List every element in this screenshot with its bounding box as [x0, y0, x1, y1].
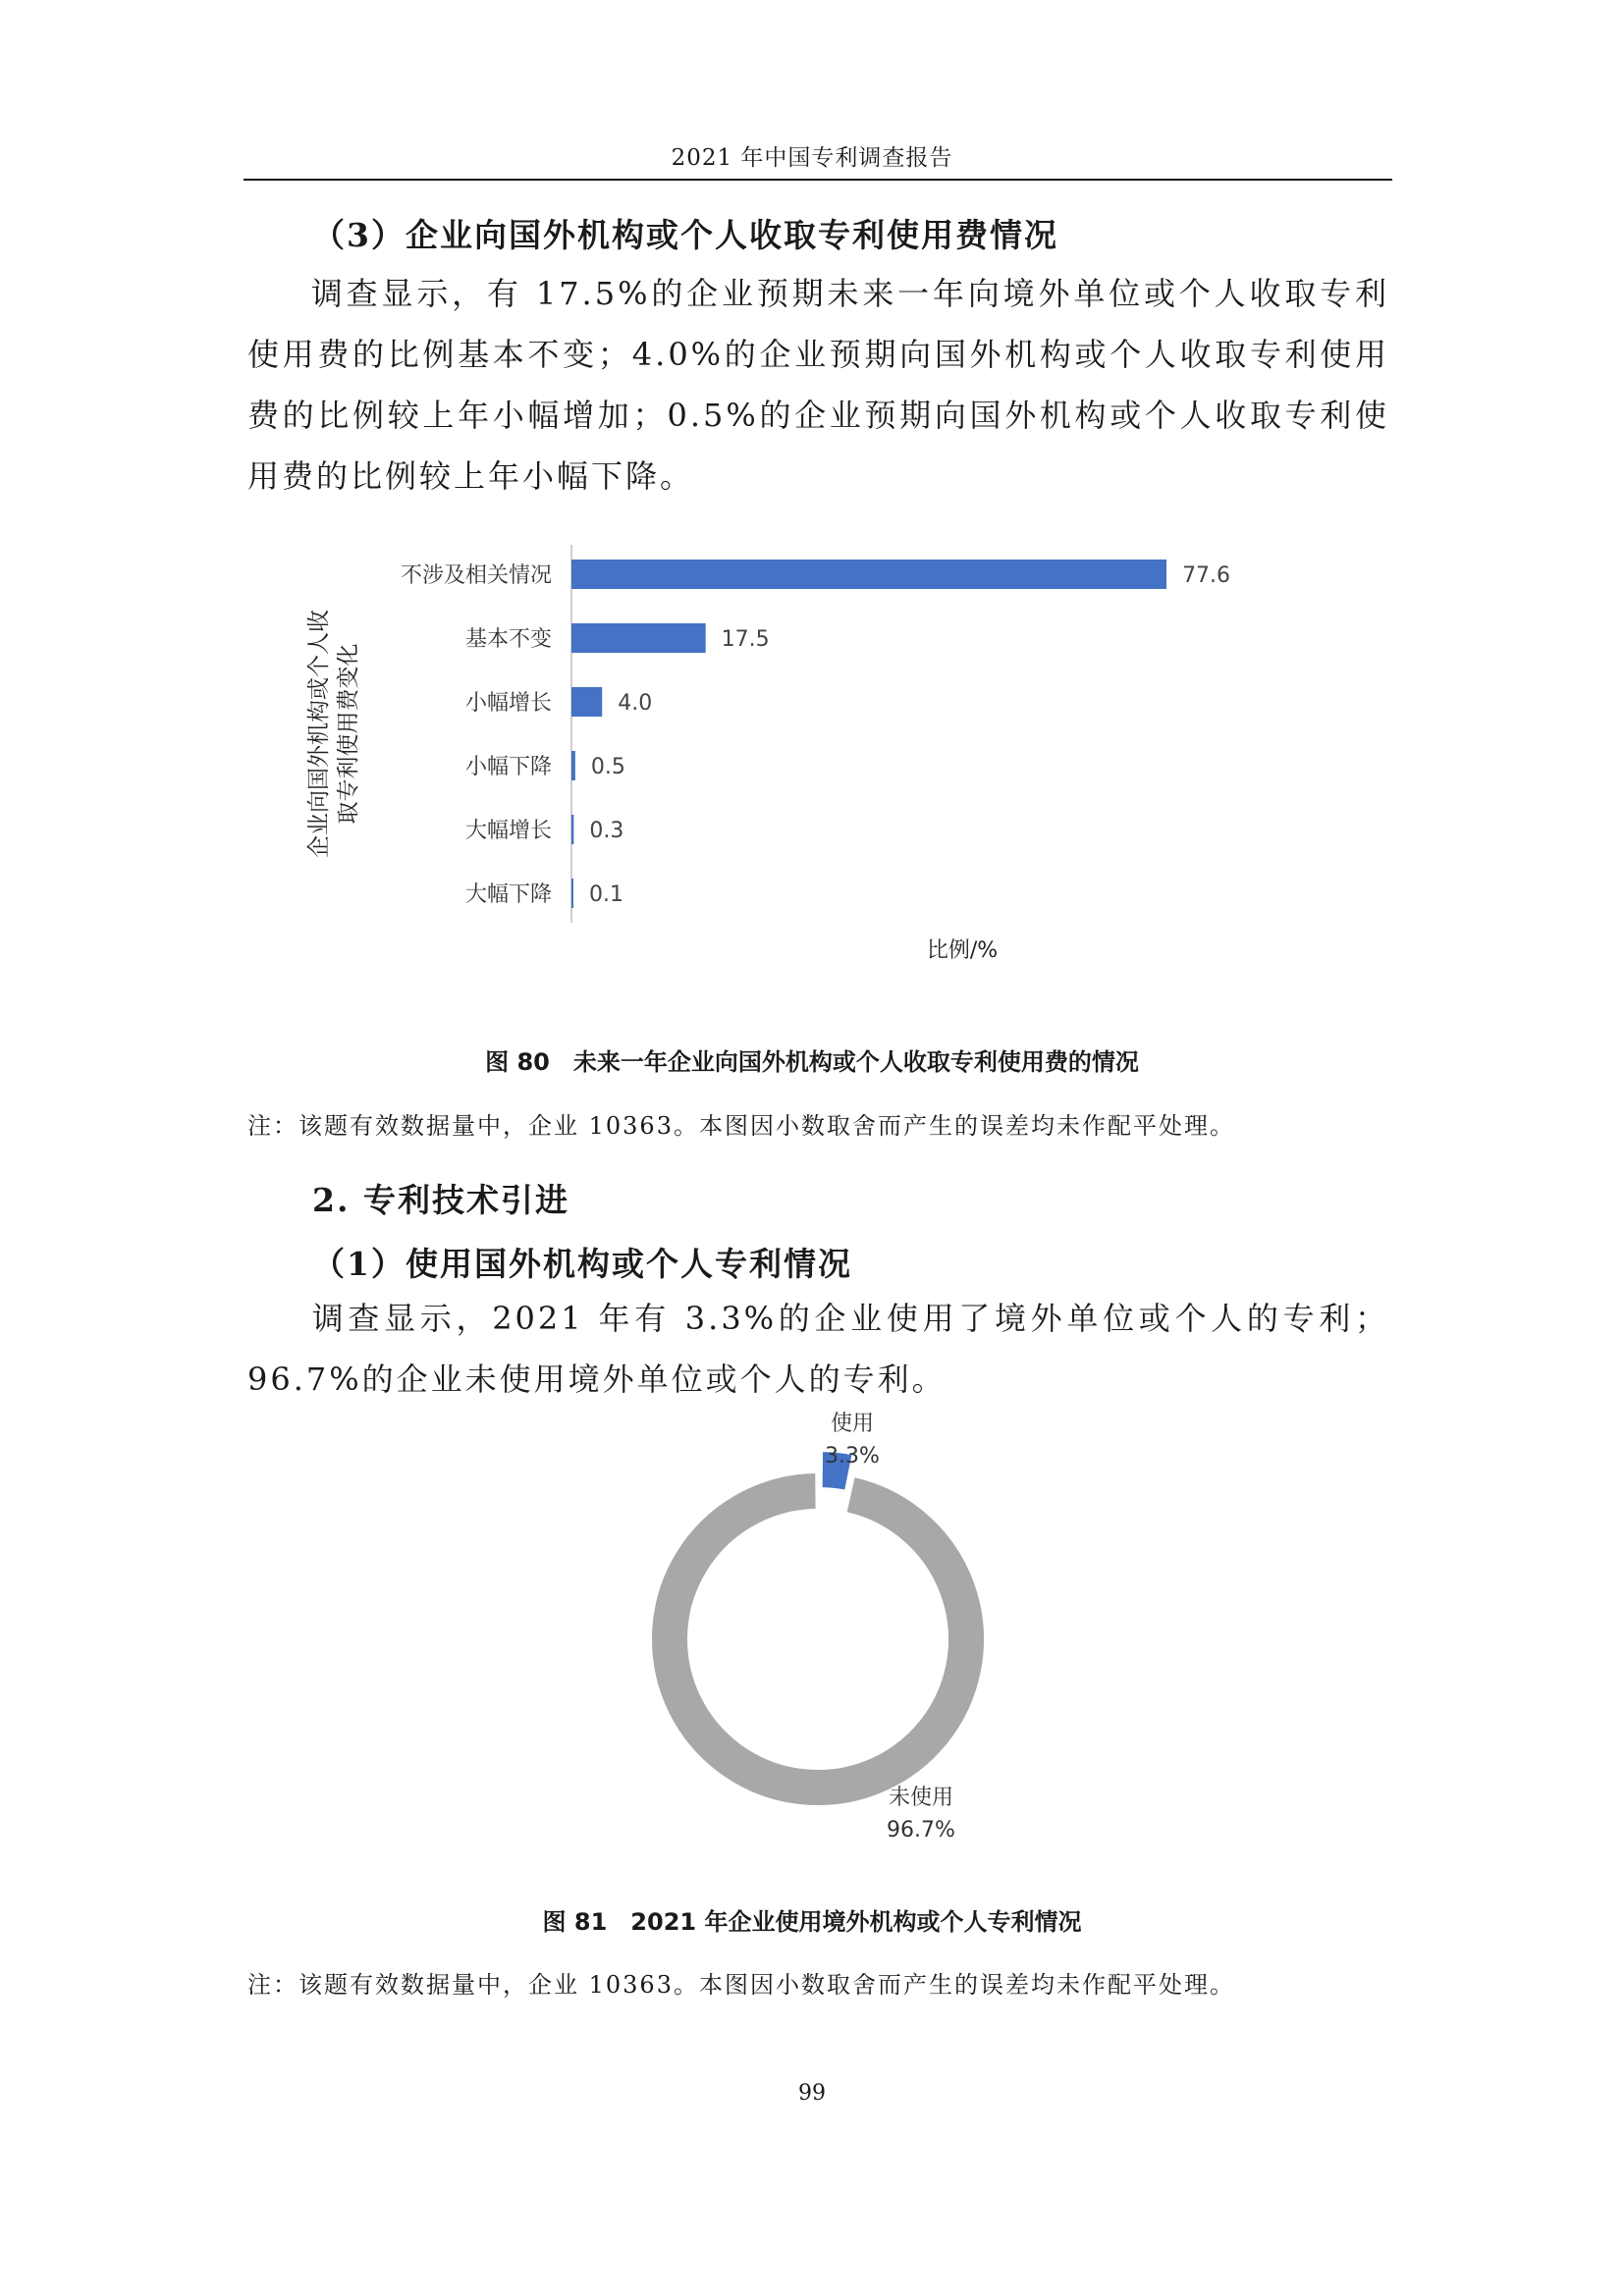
figure-80-bar-chart: [285, 535, 1365, 987]
figure-81-note: 注：该题有效数据量中，企业 10363。本图因小数取舍而产生的误差均未作配平处理。: [247, 1971, 1235, 1999]
category-label: 大幅下降: [464, 882, 552, 907]
page-number: 99: [798, 2081, 826, 2106]
data-label: 77.6: [1182, 563, 1231, 588]
body-paragraph-2: [247, 1288, 1389, 1410]
running-header: 2021 年中国专利调查报告: [671, 145, 953, 171]
category-label: 基本不变: [464, 627, 552, 652]
figure-80-caption: 图 80 未来一年企业向国外机构或个人收取专利使用费的情况: [485, 1048, 1139, 1076]
figure-80-note: 注：该题有效数据量中，企业 10363。本图因小数取舍而产生的误差均未作配平处理。: [247, 1112, 1235, 1140]
category-label: 小幅增长: [464, 691, 552, 716]
bar: [571, 687, 602, 717]
donut-slice: [651, 1472, 985, 1806]
section-heading-patent-intro: 2. 专利技术引进: [312, 1181, 569, 1219]
bar: [571, 815, 573, 844]
slice-label: 未使用: [888, 1786, 954, 1810]
bar: [571, 560, 1166, 589]
data-label: 0.3: [589, 819, 624, 843]
figure-81-donut-chart: [589, 1404, 1080, 1875]
data-label: 0.5: [590, 755, 625, 779]
figure-81-caption: 图 81 2021 年企业使用境外机构或个人专利情况: [542, 1908, 1082, 1936]
body-paragraph: [247, 263, 1389, 507]
subsection-heading: （1）使用国外机构或个人专利情况: [312, 1245, 852, 1283]
bar: [571, 879, 573, 908]
data-label: 0.1: [589, 882, 623, 907]
data-label: 17.5: [721, 627, 770, 652]
section-heading: （3）企业向国外机构或个人收取专利使用费情况: [312, 216, 1058, 254]
x-axis-title: 比例/%: [926, 938, 999, 963]
header-divider: [244, 179, 1392, 181]
category-label: 小幅下降: [464, 755, 552, 779]
category-label: 不涉及相关情况: [400, 563, 552, 588]
bar: [571, 623, 706, 653]
category-label: 大幅增长: [464, 819, 552, 843]
slice-value-label: 96.7%: [887, 1818, 955, 1842]
slice-value-label: 3.3%: [825, 1444, 880, 1468]
slice-label: 使用: [830, 1412, 875, 1436]
y-axis-title: 企业向国外机构或个人收 取专利使用费变化: [306, 610, 361, 858]
data-label: 4.0: [618, 691, 653, 716]
bar: [571, 751, 575, 780]
paragraph-text-2: 调查显示，2021 年有 3.3%的企业使用了境外单位或个人的专利；96.7%的企业未使用境外单位或个人的专利。: [247, 1300, 1389, 1398]
paragraph-text: 调查显示，有 17.5%的企业预期未来一年向境外单位或个人收取专利使用费的比例基本不变；4.0%的企业预期向国外机构或个人收取专利使用费的比例较上年小幅增加；0.5%的企业预期向国外机构或个人收取专利使用费的比例较上年小幅下降。: [247, 275, 1389, 495]
